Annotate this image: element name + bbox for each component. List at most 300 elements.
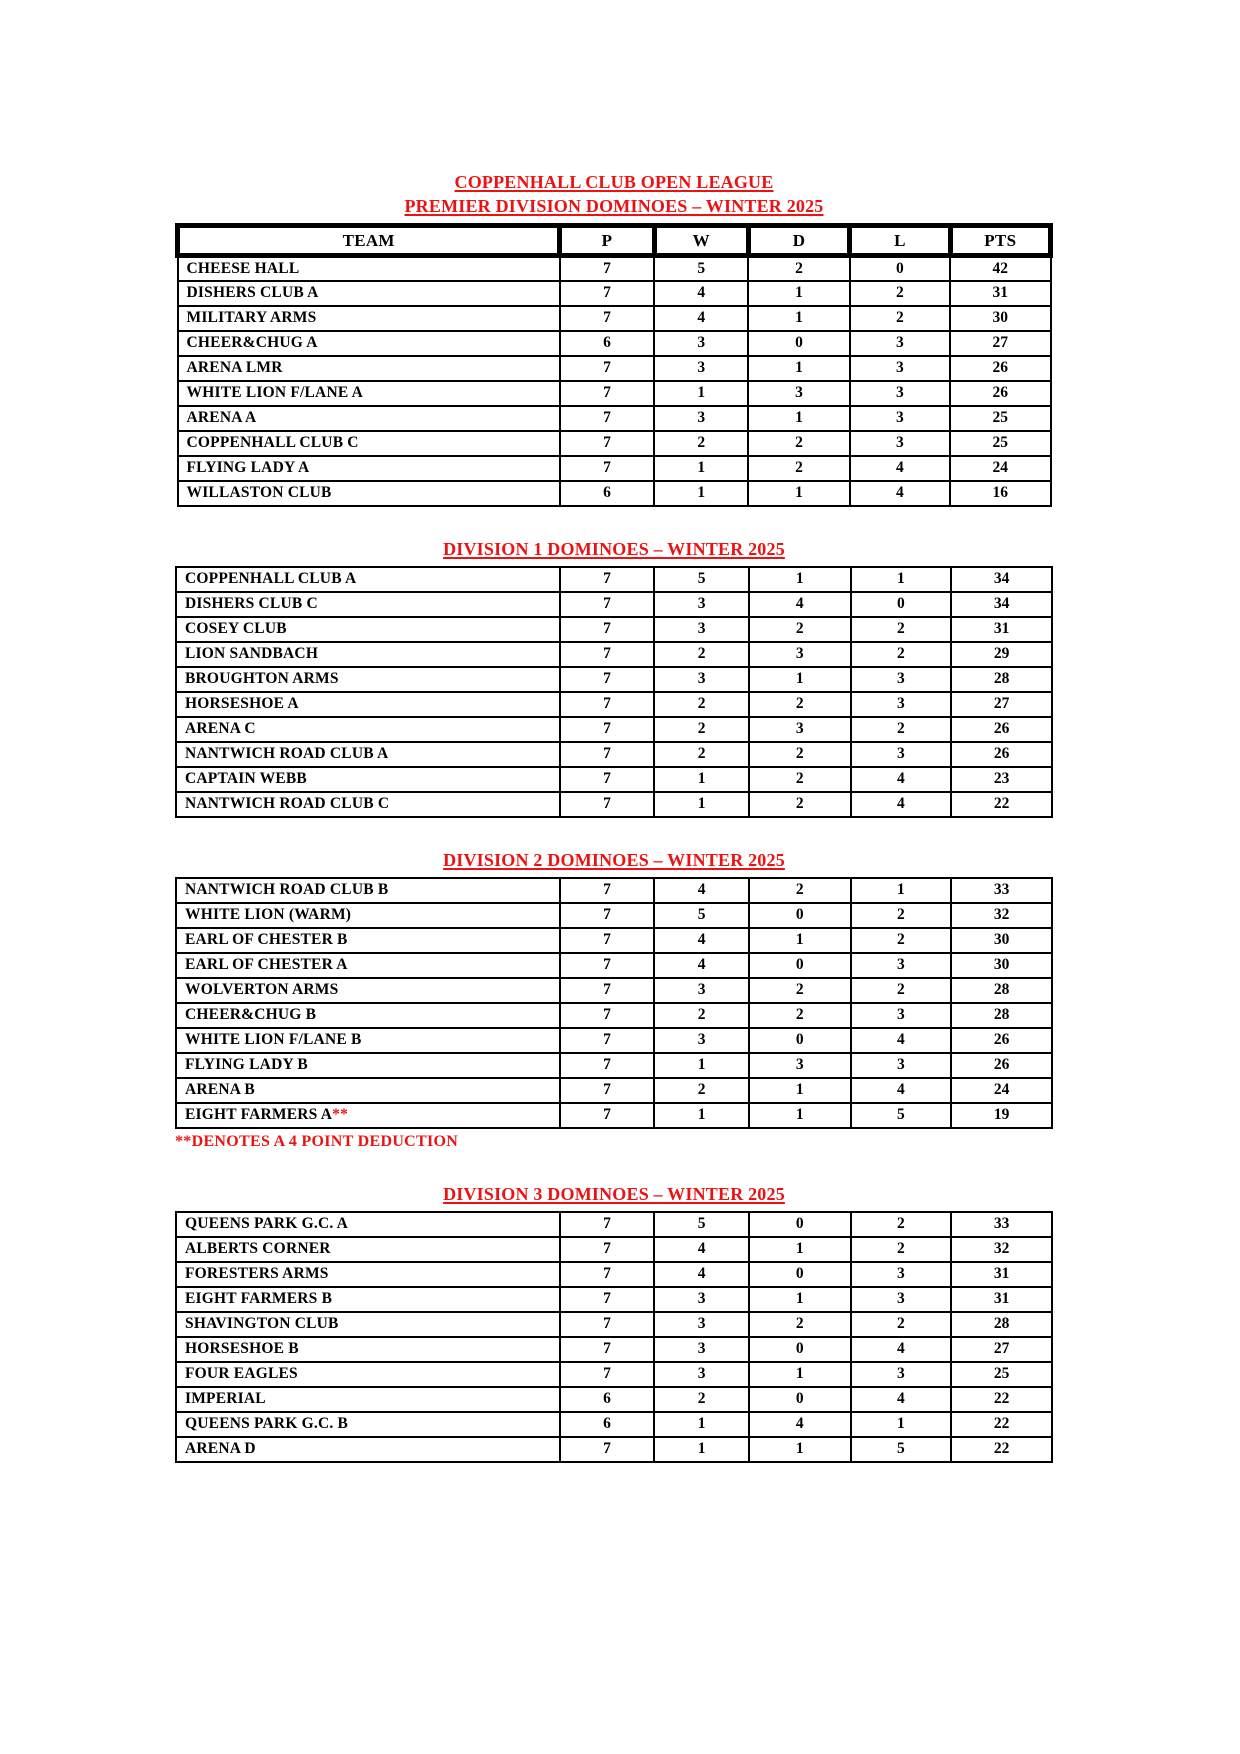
team-row: [176, 692, 1052, 717]
played-cell: 7: [560, 306, 654, 331]
won-cell: 4: [654, 878, 749, 903]
won-cell: 3: [654, 1028, 749, 1053]
lost-cell: 3: [850, 406, 950, 431]
played-cell: 7: [560, 928, 655, 953]
team-row: [176, 1437, 1052, 1462]
column-header-p: P: [560, 226, 654, 256]
won-cell: 4: [654, 928, 749, 953]
division-heading: DIVISION 2 DOMINOES – WINTER 2025: [443, 849, 785, 870]
played-cell: 7: [560, 767, 655, 792]
team-row: [176, 878, 1052, 903]
lost-cell: 5: [851, 1103, 952, 1128]
column-header-w: W: [654, 226, 748, 256]
lost-cell: 2: [851, 642, 952, 667]
team-row: [176, 742, 1052, 767]
lost-cell: 1: [851, 567, 952, 592]
won-cell: 4: [654, 281, 748, 306]
drawn-cell: 0: [748, 331, 849, 356]
points-cell: 24: [950, 456, 1050, 481]
deduction-marker: **: [332, 1106, 349, 1123]
points-cell: 28: [951, 1312, 1052, 1337]
division-section: [175, 194, 1053, 507]
played-cell: 7: [560, 667, 655, 692]
column-header-pts: PTS: [950, 226, 1050, 256]
team-row: [178, 431, 1051, 456]
won-cell: 5: [654, 903, 749, 928]
drawn-cell: 3: [748, 381, 849, 406]
team-name-cell: ARENA LMR: [178, 356, 560, 381]
lost-cell: 3: [851, 1053, 952, 1078]
team-name-cell: COPPENHALL CLUB C: [178, 431, 560, 456]
points-cell: 31: [951, 617, 1052, 642]
team-row: [178, 331, 1051, 356]
drawn-cell: 1: [749, 1237, 851, 1262]
won-cell: 4: [654, 953, 749, 978]
drawn-cell: 0: [749, 1028, 851, 1053]
league-table: [175, 1211, 1053, 1463]
points-cell: 22: [951, 792, 1052, 817]
team-name-cell: EIGHT FARMERS A**: [176, 1103, 560, 1128]
team-row: [176, 1362, 1052, 1387]
points-cell: 25: [950, 406, 1050, 431]
league-table: [175, 566, 1053, 818]
team-name-cell: ARENA A: [178, 406, 560, 431]
lost-cell: 3: [851, 1003, 952, 1028]
drawn-cell: 3: [749, 1053, 851, 1078]
lost-cell: 1: [851, 878, 952, 903]
played-cell: 7: [560, 1003, 655, 1028]
league-title: COPPENHALL CLUB OPEN LEAGUE: [454, 172, 774, 192]
points-cell: 25: [951, 1362, 1052, 1387]
won-cell: 2: [654, 1078, 749, 1103]
drawn-cell: 1: [748, 406, 849, 431]
won-cell: 1: [654, 792, 749, 817]
lost-cell: 2: [850, 281, 950, 306]
points-cell: 26: [951, 1053, 1052, 1078]
team-name-cell: HORSESHOE A: [176, 692, 560, 717]
won-cell: 3: [654, 356, 748, 381]
team-name-cell: CHEER&CHUG B: [176, 1003, 560, 1028]
lost-cell: 3: [851, 742, 952, 767]
team-row: [176, 978, 1052, 1003]
team-name-cell: LION SANDBACH: [176, 642, 560, 667]
drawn-cell: 1: [749, 667, 851, 692]
drawn-cell: 0: [749, 1387, 851, 1412]
lost-cell: 3: [851, 953, 952, 978]
played-cell: 7: [560, 1362, 655, 1387]
won-cell: 4: [654, 1237, 749, 1262]
drawn-cell: 2: [749, 767, 851, 792]
drawn-cell: 2: [749, 1003, 851, 1028]
lost-cell: 2: [851, 903, 952, 928]
points-cell: 42: [950, 256, 1050, 281]
team-name-cell: CHEER&CHUG A: [178, 331, 560, 356]
points-cell: 24: [951, 1078, 1052, 1103]
drawn-cell: 1: [748, 306, 849, 331]
played-cell: 6: [560, 1412, 655, 1437]
drawn-cell: 0: [749, 1212, 851, 1237]
drawn-cell: 1: [749, 1078, 851, 1103]
team-name-cell: FOUR EAGLES: [176, 1362, 560, 1387]
division-heading: DIVISION 1 DOMINOES – WINTER 2025: [443, 538, 785, 559]
team-row: [178, 256, 1051, 281]
lost-cell: 4: [851, 792, 952, 817]
played-cell: 7: [560, 406, 654, 431]
drawn-cell: 2: [749, 742, 851, 767]
team-row: [176, 617, 1052, 642]
team-row: [178, 481, 1051, 506]
team-name-cell: FLYING LADY A: [178, 456, 560, 481]
team-row: [176, 1312, 1052, 1337]
drawn-cell: 2: [749, 692, 851, 717]
played-cell: 7: [560, 1312, 655, 1337]
drawn-cell: 1: [749, 1287, 851, 1312]
played-cell: 7: [560, 592, 655, 617]
team-row: [176, 1237, 1052, 1262]
drawn-cell: 2: [749, 878, 851, 903]
drawn-cell: 2: [749, 792, 851, 817]
team-row: [176, 1028, 1052, 1053]
played-cell: 7: [560, 256, 654, 281]
played-cell: 7: [560, 617, 655, 642]
played-cell: 7: [560, 1028, 655, 1053]
points-cell: 34: [951, 567, 1052, 592]
played-cell: 6: [560, 331, 654, 356]
drawn-cell: 1: [748, 481, 849, 506]
team-row: [176, 903, 1052, 928]
played-cell: 7: [560, 1053, 655, 1078]
lost-cell: 4: [851, 1078, 952, 1103]
team-name-cell: ARENA B: [176, 1078, 560, 1103]
team-name-cell: COPPENHALL CLUB A: [176, 567, 560, 592]
division-sections: [175, 194, 1053, 1463]
played-cell: 7: [560, 717, 655, 742]
played-cell: 7: [560, 1078, 655, 1103]
team-name-cell: BROUGHTON ARMS: [176, 667, 560, 692]
won-cell: 3: [654, 667, 749, 692]
team-name-cell: SHAVINGTON CLUB: [176, 1312, 560, 1337]
column-header-d: D: [748, 226, 849, 256]
team-name-cell: ARENA C: [176, 717, 560, 742]
lost-cell: 4: [851, 1028, 952, 1053]
team-name-cell: HORSESHOE B: [176, 1337, 560, 1362]
played-cell: 7: [560, 903, 655, 928]
won-cell: 4: [654, 1262, 749, 1287]
team-name-cell: NANTWICH ROAD CLUB B: [176, 878, 560, 903]
won-cell: 2: [654, 642, 749, 667]
won-cell: 2: [654, 431, 748, 456]
team-name-cell: WHITE LION F/LANE A: [178, 381, 560, 406]
drawn-cell: 3: [749, 642, 851, 667]
won-cell: 1: [654, 1412, 749, 1437]
division-heading: DIVISION 3 DOMINOES – WINTER 2025: [443, 1183, 785, 1204]
won-cell: 2: [654, 1003, 749, 1028]
team-name-cell: WHITE LION (WARM): [176, 903, 560, 928]
team-name-cell: NANTWICH ROAD CLUB C: [176, 792, 560, 817]
lost-cell: 3: [851, 1362, 952, 1387]
lost-cell: 2: [851, 1237, 952, 1262]
points-cell: 29: [951, 642, 1052, 667]
won-cell: 3: [654, 617, 749, 642]
won-cell: 5: [654, 1212, 749, 1237]
points-cell: 26: [951, 742, 1052, 767]
drawn-cell: 4: [749, 1412, 851, 1437]
team-name-cell: QUEENS PARK G.C. B: [176, 1412, 560, 1437]
points-cell: 16: [950, 481, 1050, 506]
division-section: [175, 1182, 1053, 1463]
team-row: [176, 567, 1052, 592]
points-cell: 26: [951, 717, 1052, 742]
won-cell: 1: [654, 1103, 749, 1128]
division-section: [175, 848, 1053, 1152]
played-cell: 7: [560, 356, 654, 381]
lost-cell: 0: [851, 592, 952, 617]
team-row: [178, 406, 1051, 431]
lost-cell: 3: [850, 381, 950, 406]
lost-cell: 5: [851, 1437, 952, 1462]
lost-cell: 3: [850, 431, 950, 456]
drawn-cell: 2: [749, 617, 851, 642]
points-cell: 22: [951, 1437, 1052, 1462]
played-cell: 7: [560, 431, 654, 456]
team-row: [176, 1003, 1052, 1028]
won-cell: 1: [654, 1437, 749, 1462]
team-row: [176, 928, 1052, 953]
lost-cell: 2: [851, 717, 952, 742]
played-cell: 7: [560, 1437, 655, 1462]
won-cell: 4: [654, 306, 748, 331]
won-cell: 5: [654, 256, 748, 281]
played-cell: 7: [560, 878, 655, 903]
points-cell: 30: [951, 953, 1052, 978]
team-name-cell: WILLASTON CLUB: [178, 481, 560, 506]
team-row: [176, 642, 1052, 667]
lost-cell: 4: [850, 481, 950, 506]
points-cell: 22: [951, 1387, 1052, 1412]
team-name-cell: ALBERTS CORNER: [176, 1237, 560, 1262]
won-cell: 3: [654, 406, 748, 431]
team-row: [176, 767, 1052, 792]
header-row: [178, 226, 1051, 256]
won-cell: 2: [654, 717, 749, 742]
team-name-cell: DISHERS CLUB A: [178, 281, 560, 306]
lost-cell: 2: [851, 1312, 952, 1337]
drawn-cell: 2: [748, 456, 849, 481]
column-header-team: TEAM: [178, 226, 560, 256]
team-row: [178, 456, 1051, 481]
played-cell: 6: [560, 481, 654, 506]
drawn-cell: 1: [748, 281, 849, 306]
lost-cell: 3: [850, 331, 950, 356]
played-cell: 7: [560, 953, 655, 978]
deduction-note: **DENOTES A 4 POINT DEDUCTION: [175, 1132, 459, 1150]
points-cell: 34: [951, 592, 1052, 617]
lost-cell: 3: [851, 1262, 952, 1287]
team-name-cell: DISHERS CLUB C: [176, 592, 560, 617]
league-table: [175, 223, 1053, 507]
points-cell: 32: [951, 903, 1052, 928]
team-row: [176, 1387, 1052, 1412]
won-cell: 1: [654, 381, 748, 406]
played-cell: 7: [560, 692, 655, 717]
points-cell: 28: [951, 978, 1052, 1003]
drawn-cell: 0: [749, 1262, 851, 1287]
lost-cell: 2: [851, 978, 952, 1003]
team-row: [176, 792, 1052, 817]
played-cell: 7: [560, 1237, 655, 1262]
drawn-cell: 1: [748, 356, 849, 381]
points-cell: 30: [951, 928, 1052, 953]
league-table: [175, 877, 1053, 1129]
won-cell: 1: [654, 481, 748, 506]
lost-cell: 1: [851, 1412, 952, 1437]
team-row: [178, 306, 1051, 331]
points-cell: 30: [950, 306, 1050, 331]
points-cell: 31: [950, 281, 1050, 306]
team-name-cell: NANTWICH ROAD CLUB A: [176, 742, 560, 767]
drawn-cell: 1: [749, 928, 851, 953]
lost-cell: 3: [851, 1287, 952, 1312]
lost-cell: 3: [851, 667, 952, 692]
points-cell: 28: [951, 1003, 1052, 1028]
lost-cell: 4: [850, 456, 950, 481]
team-name-cell: WOLVERTON ARMS: [176, 978, 560, 1003]
won-cell: 2: [654, 742, 749, 767]
won-cell: 3: [654, 331, 748, 356]
lost-cell: 2: [851, 928, 952, 953]
team-row: [176, 953, 1052, 978]
drawn-cell: 2: [748, 431, 849, 456]
drawn-cell: 3: [749, 717, 851, 742]
drawn-cell: 1: [749, 1362, 851, 1387]
team-name-cell: CAPTAIN WEBB: [176, 767, 560, 792]
drawn-cell: 1: [749, 1437, 851, 1462]
document-content: [175, 170, 1053, 1463]
team-row: [176, 592, 1052, 617]
team-row: [178, 381, 1051, 406]
team-row: [176, 1053, 1052, 1078]
team-name-cell: COSEY CLUB: [176, 617, 560, 642]
lost-cell: 0: [850, 256, 950, 281]
drawn-cell: 4: [749, 592, 851, 617]
team-name-cell: WHITE LION F/LANE B: [176, 1028, 560, 1053]
team-row: [176, 667, 1052, 692]
played-cell: 7: [560, 1212, 655, 1237]
lost-cell: 3: [851, 692, 952, 717]
drawn-cell: 0: [749, 903, 851, 928]
team-name-cell: EARL OF CHESTER A: [176, 953, 560, 978]
points-cell: 26: [951, 1028, 1052, 1053]
lost-cell: 2: [851, 617, 952, 642]
lost-cell: 4: [851, 1337, 952, 1362]
lost-cell: 2: [850, 306, 950, 331]
won-cell: 1: [654, 1053, 749, 1078]
team-row: [178, 356, 1051, 381]
played-cell: 7: [560, 1337, 655, 1362]
team-row: [176, 1412, 1052, 1437]
team-name-cell: QUEENS PARK G.C. A: [176, 1212, 560, 1237]
played-cell: 7: [560, 281, 654, 306]
lost-cell: 4: [851, 767, 952, 792]
points-cell: 33: [951, 878, 1052, 903]
points-cell: 33: [951, 1212, 1052, 1237]
won-cell: 3: [654, 592, 749, 617]
points-cell: 31: [951, 1262, 1052, 1287]
team-row: [176, 717, 1052, 742]
played-cell: 6: [560, 1387, 655, 1412]
lost-cell: 2: [851, 1212, 952, 1237]
played-cell: 7: [560, 978, 655, 1003]
lost-cell: 3: [850, 356, 950, 381]
points-cell: 27: [950, 331, 1050, 356]
points-cell: 27: [951, 1337, 1052, 1362]
division-heading: PREMIER DIVISION DOMINOES – WINTER 2025: [404, 196, 824, 216]
won-cell: 2: [654, 692, 749, 717]
won-cell: 3: [654, 1312, 749, 1337]
won-cell: 1: [654, 456, 748, 481]
drawn-cell: 0: [749, 953, 851, 978]
team-name-cell: ARENA D: [176, 1437, 560, 1462]
team-name-cell: MILITARY ARMS: [178, 306, 560, 331]
team-name-cell: CHEESE HALL: [178, 256, 560, 281]
won-cell: 5: [654, 567, 749, 592]
team-row: [176, 1078, 1052, 1103]
drawn-cell: 2: [748, 256, 849, 281]
drawn-cell: 1: [749, 567, 851, 592]
played-cell: 7: [560, 792, 655, 817]
played-cell: 7: [560, 642, 655, 667]
points-cell: 25: [950, 431, 1050, 456]
won-cell: 3: [654, 1362, 749, 1387]
drawn-cell: 1: [749, 1103, 851, 1128]
played-cell: 7: [560, 1262, 655, 1287]
points-cell: 26: [950, 356, 1050, 381]
team-name-cell: FORESTERS ARMS: [176, 1262, 560, 1287]
won-cell: 3: [654, 1337, 749, 1362]
column-header-l: L: [850, 226, 950, 256]
points-cell: 22: [951, 1412, 1052, 1437]
won-cell: 3: [654, 978, 749, 1003]
team-name-cell: FLYING LADY B: [176, 1053, 560, 1078]
team-name-cell: EARL OF CHESTER B: [176, 928, 560, 953]
won-cell: 2: [654, 1387, 749, 1412]
team-row: [176, 1262, 1052, 1287]
team-name-cell: EIGHT FARMERS B: [176, 1287, 560, 1312]
played-cell: 7: [560, 1287, 655, 1312]
division-section: [175, 537, 1053, 818]
points-cell: 27: [951, 692, 1052, 717]
drawn-cell: 2: [749, 1312, 851, 1337]
played-cell: 7: [560, 567, 655, 592]
points-cell: 26: [950, 381, 1050, 406]
lost-cell: 4: [851, 1387, 952, 1412]
points-cell: 28: [951, 667, 1052, 692]
team-row: [176, 1103, 1052, 1128]
played-cell: 7: [560, 381, 654, 406]
points-cell: 32: [951, 1237, 1052, 1262]
won-cell: 3: [654, 1287, 749, 1312]
drawn-cell: 2: [749, 978, 851, 1003]
played-cell: 7: [560, 1103, 655, 1128]
team-row: [176, 1212, 1052, 1237]
drawn-cell: 0: [749, 1337, 851, 1362]
won-cell: 1: [654, 767, 749, 792]
points-cell: 19: [951, 1103, 1052, 1128]
team-name-cell: IMPERIAL: [176, 1387, 560, 1412]
team-row: [176, 1337, 1052, 1362]
points-cell: 23: [951, 767, 1052, 792]
points-cell: 31: [951, 1287, 1052, 1312]
